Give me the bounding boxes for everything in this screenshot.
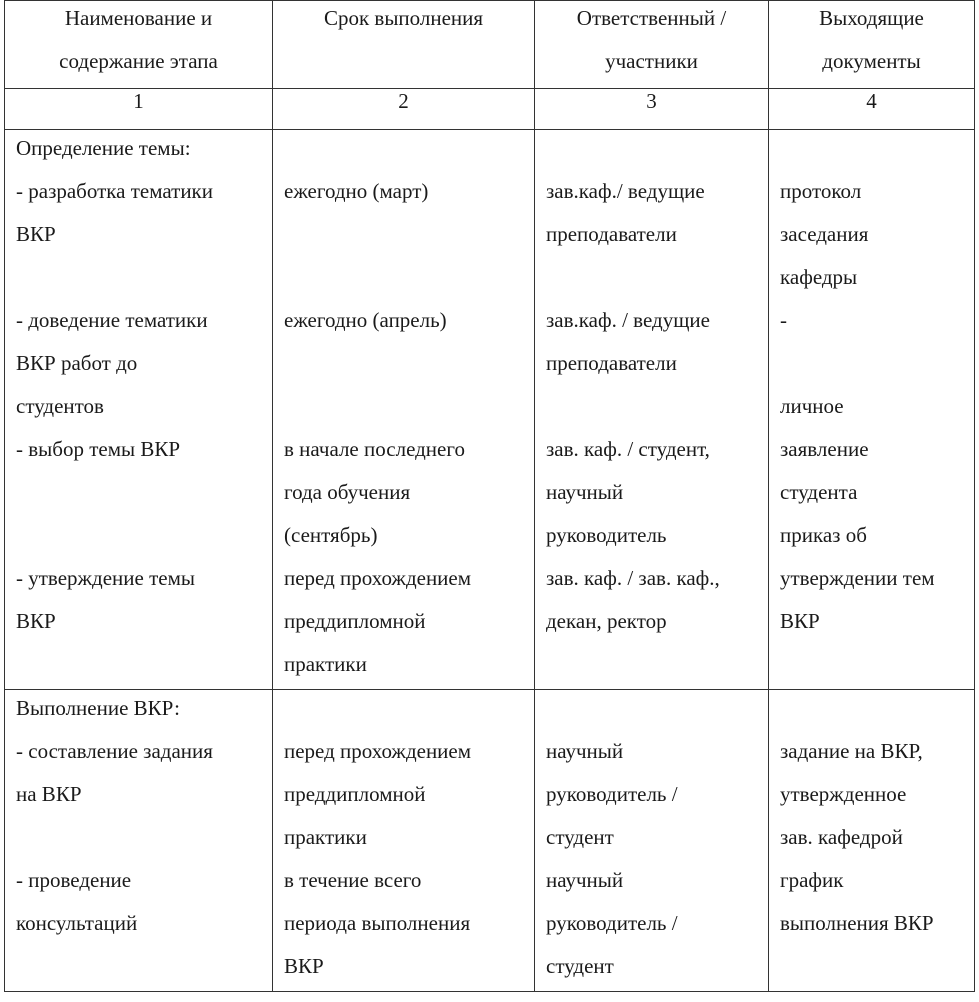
cell-topic-documents: протокол заседания кафедры - личное заявление студента приказ об утверждении тем ВКР bbox=[769, 130, 975, 690]
header-cell-stage: Наименование и содержание этапа bbox=[5, 1, 273, 89]
column-number: 2 bbox=[273, 89, 535, 130]
cell-topic-stages: Определение темы: - разработка тематики ВКР - доведение тематики ВКР работ до студентов - выбор темы ВКР - утверждение темы ВКР bbox=[5, 130, 273, 690]
header-cell-responsible: Ответственный / участники bbox=[535, 1, 769, 89]
document-page bbox=[4, 0, 974, 992]
cell-execution-stages: Выполнение ВКР: - составление задания на ВКР - проведение консультаций bbox=[5, 690, 273, 992]
header-cell-documents: Выходящие документы bbox=[769, 1, 975, 89]
header-cell-deadline: Срок выполнения bbox=[273, 1, 535, 89]
section-topic-row bbox=[5, 130, 975, 690]
header-row bbox=[5, 1, 975, 89]
column-number: 1 bbox=[5, 89, 273, 130]
section-execution-row bbox=[5, 690, 975, 992]
cell-execution-deadlines: перед прохождением преддипломной практики в течение всего периода выполнения ВКР bbox=[273, 690, 535, 992]
cell-topic-responsible: зав.каф./ ведущие преподаватели зав.каф. / ведущие преподаватели зав. каф. / студент, научный руководитель зав. каф. / зав. каф., декан, ректор bbox=[535, 130, 769, 690]
cell-topic-deadlines: ежегодно (март) ежегодно (апрель) в начале последнего года обучения (сентябрь) перед прохождением преддипломной практики bbox=[273, 130, 535, 690]
stages-table bbox=[4, 0, 975, 992]
column-number-row bbox=[5, 89, 975, 130]
column-number: 4 bbox=[769, 89, 975, 130]
cell-execution-responsible: научный руководитель / студент научный руководитель / студент bbox=[535, 690, 769, 992]
cell-execution-documents: задание на ВКР, утвержденное зав. кафедрой график выполнения ВКР bbox=[769, 690, 975, 992]
column-number: 3 bbox=[535, 89, 769, 130]
